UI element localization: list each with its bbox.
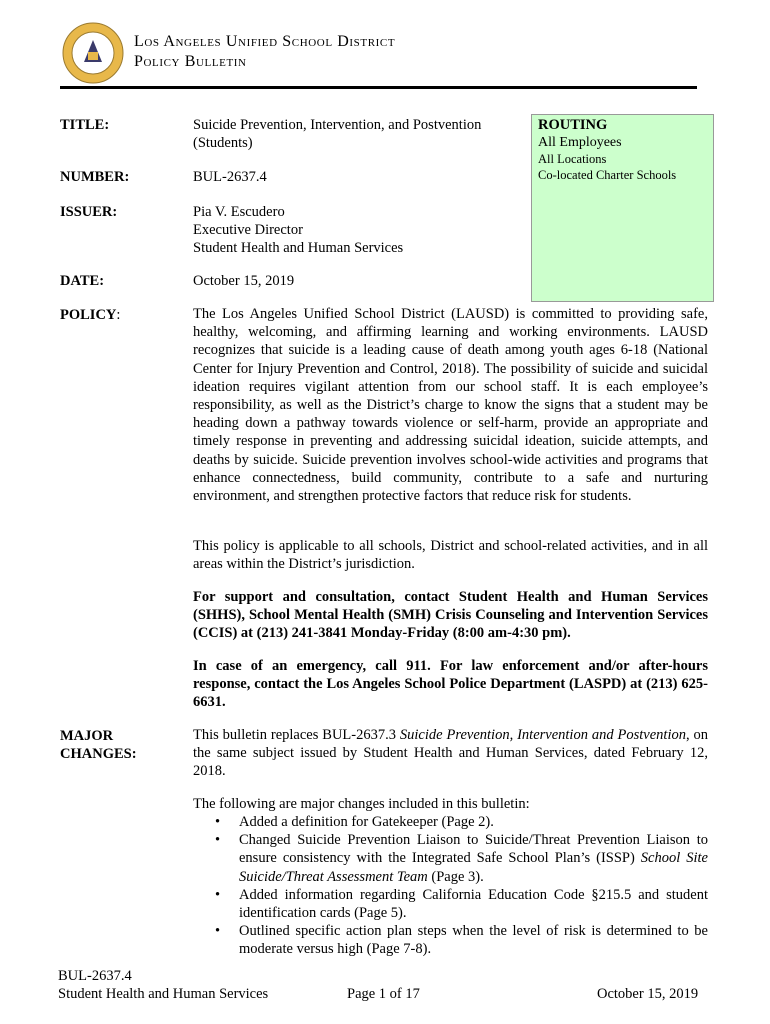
footer-bulletin-number: BUL-2637.4 [58, 968, 132, 984]
major-changes-label [60, 727, 137, 763]
issuer-name: Pia V. Escudero [193, 204, 285, 220]
issuer-label: ISSUER: [60, 204, 118, 220]
emergency-contact-paragraph: In case of an emergency, call 911. For law enforcement and/or after-hours response, contact the Los Angeles School Police Department (LASPD) at (213) 625-6631. [193, 658, 708, 711]
title-line-2: (Students) [193, 135, 253, 151]
routing-box [531, 114, 714, 302]
change-item-2-italic: School Site Suicide/Threat Assessment Team [239, 850, 708, 885]
issuer-title: Executive Director [193, 222, 303, 238]
major-label-line-2: CHANGES: [60, 746, 137, 762]
change-item-2-text-b: (Page 3). [427, 868, 484, 885]
number-label: NUMBER: [60, 169, 130, 185]
footer-office: Student Health and Human Services [58, 986, 269, 1002]
policy-label [60, 306, 120, 324]
change-item: • Outlined specific action plan steps when the level of risk is determined to be moderate versus high (Page 7-8). [215, 922, 708, 958]
district-seal-logo [62, 22, 124, 84]
major-label-line-1: MAJOR [60, 728, 114, 744]
change-item [215, 831, 708, 886]
footer-date: October 15, 2019 [597, 986, 699, 1002]
replaced-bulletin-title: Suicide Prevention, Intervention and Postvention [399, 727, 686, 743]
replaces-text-a: This bulletin replaces BUL-2637.3 [193, 727, 400, 743]
policy-paragraph-2: This policy is applicable to all schools, District and school-related activities, and in all areas within the District’s jurisdiction. [193, 538, 708, 573]
date-label: DATE: [60, 273, 105, 289]
title-line-1: Suicide Prevention, Intervention, and Postvention [193, 117, 482, 133]
changes-intro: The following are major changes included in this bulletin: [193, 796, 530, 812]
routing-employees: All Employees [538, 135, 622, 150]
routing-locations: All Locations [538, 152, 607, 166]
issuer-office: Student Health and Human Services [193, 240, 404, 256]
district-name [134, 32, 395, 72]
title-value [193, 116, 481, 152]
policy-paragraph-1: The Los Angeles Unified School District (LAUSD) is committed to providing safe, healthy, welcoming, and affirming learning and working environments. LAUSD recognizes that suicide is a leading cause of death among youth ages 6-18 (National Center for Injury Prevention and Control, 2018). The possibility of suicide and suicidal ideation requires vigilant attention from our school staff. It is each employee’s responsibility, as well as the District’s charge to know the signs that a student may be heading down a pathway towards violence or self-harm, provide an appropriate and timely response in preventing and addressing suicidal ideation, suicide attempts, and deaths by suicide. Suicide prevention involves school-wide activities and programs that enhance connectedness, build community, contribute to a safe and nurturing environment, and strengthen protective factors that reduce risk for students. [193, 306, 708, 505]
date-value: October 15, 2019 [193, 273, 295, 289]
change-item: • Added a definition for Gatekeeper (Page 2). [215, 813, 708, 831]
number-value: BUL-2637.4 [193, 169, 267, 185]
replaces-paragraph [193, 726, 708, 781]
issuer-value [193, 203, 403, 257]
org-line-1: Los Angeles Unified School District [134, 33, 396, 50]
support-contact-paragraph: For support and consultation, contact Student Health and Human Services (SHHS), School Mental Health (SMH) Crisis Counseling and Intervention Services (CCIS) at (213) 241-3841 Monday-Friday (8:00 am-4:30 pm). [193, 589, 708, 642]
changes-list [215, 813, 708, 959]
replaces-text-b: , on the same subject issued by Student Health and Human Services, dated February 12, 2018. [193, 727, 709, 780]
policy-label-colon: : [116, 307, 121, 323]
routing-title: ROUTING [538, 117, 608, 133]
routing-charter: Co-located Charter Schools [538, 168, 677, 182]
change-item: • Added information regarding California Education Code §215.5 and student identification cards (Page 5). [215, 886, 708, 922]
header-rule [60, 86, 697, 89]
policy-label-text: POLICY [60, 307, 117, 323]
footer-page-number: Page 1 of 17 [347, 986, 420, 1002]
title-label: TITLE: [60, 117, 110, 133]
org-line-2: Policy Bulletin [134, 53, 247, 70]
change-item-2-text-a: Changed Suicide Prevention Liaison to Suicide/Threat Prevention Liaison to ensure consistency with the Integrated Safe School Plan’s (ISSP) [239, 832, 708, 867]
